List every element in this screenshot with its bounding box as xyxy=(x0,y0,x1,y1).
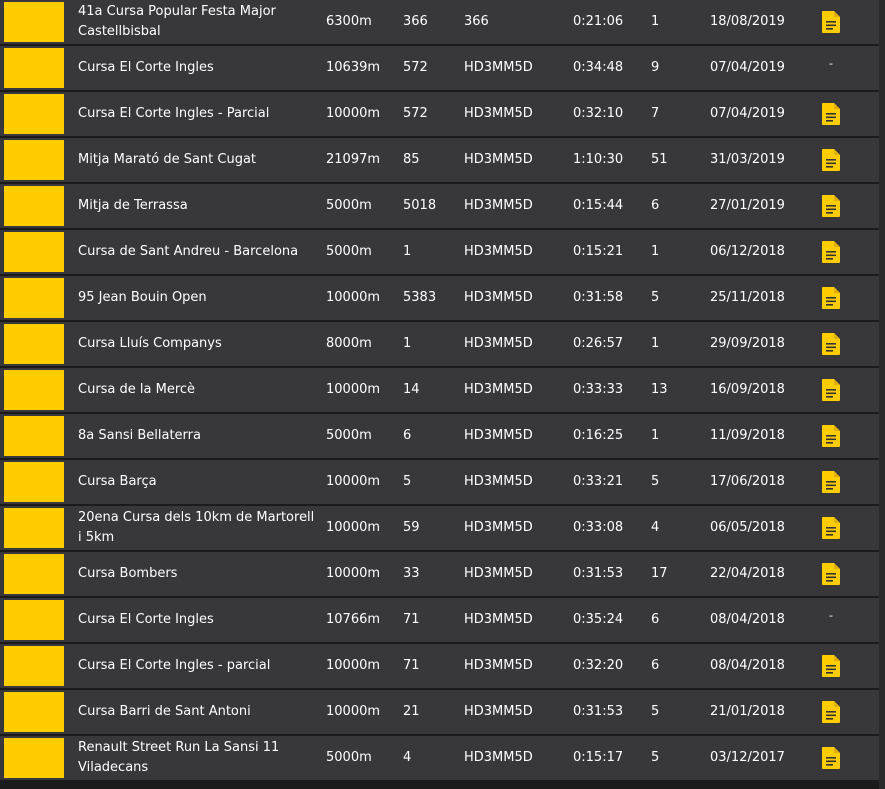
race-distance: 10000m xyxy=(326,290,381,305)
table-row xyxy=(0,368,879,412)
table-row xyxy=(0,46,879,90)
document-icon[interactable] xyxy=(821,332,841,356)
overall-position: 5383 xyxy=(403,290,437,305)
race-date: 03/12/2017 xyxy=(710,750,785,765)
race-distance: 10639m xyxy=(326,60,381,75)
document-cell xyxy=(821,506,841,550)
category-position: 5 xyxy=(651,290,660,305)
category-position: 13 xyxy=(651,382,668,397)
document-cell xyxy=(821,92,841,136)
bib-number: HD3MM5D xyxy=(464,106,533,121)
race-name: Cursa El Corte Ingles xyxy=(78,612,214,627)
bib-number: HD3MM5D xyxy=(464,612,533,627)
race-name: 95 Jean Bouin Open xyxy=(78,290,207,305)
race-thumbnail[interactable] xyxy=(4,186,64,226)
document-icon[interactable] xyxy=(821,746,841,770)
finish-time: 0:15:17 xyxy=(573,750,624,765)
document-cell xyxy=(821,552,841,596)
category-position: 5 xyxy=(651,750,660,765)
overall-position: 14 xyxy=(403,382,420,397)
document-icon[interactable] xyxy=(821,240,841,264)
race-date: 08/04/2018 xyxy=(710,658,785,673)
race-date: 21/01/2018 xyxy=(710,704,785,719)
document-cell xyxy=(821,460,841,504)
race-date: 31/03/2019 xyxy=(710,152,785,167)
race-name: Cursa de Sant Andreu - Barcelona xyxy=(78,244,299,259)
finish-time: 0:15:44 xyxy=(573,198,624,213)
race-name: 8a Sansi Bellaterra xyxy=(78,428,201,443)
bib-number: HD3MM5D xyxy=(464,152,533,167)
bib-number: HD3MM5D xyxy=(464,382,533,397)
bib-number: 366 xyxy=(464,14,489,29)
race-thumbnail[interactable] xyxy=(4,416,64,456)
document-cell xyxy=(821,598,841,642)
finish-time: 0:16:25 xyxy=(573,428,624,443)
race-thumbnail[interactable] xyxy=(4,48,64,88)
document-cell xyxy=(821,736,841,780)
race-name: Cursa El Corte Ingles - Parcial xyxy=(78,106,270,121)
document-cell xyxy=(821,138,841,182)
bib-number: HD3MM5D xyxy=(464,704,533,719)
overall-position: 21 xyxy=(403,704,420,719)
document-icon[interactable] xyxy=(821,378,841,402)
race-name: 20ena Cursa dels 10km de Martorell i 5km xyxy=(78,510,315,545)
race-name: Cursa El Corte Ingles - parcial xyxy=(78,658,271,673)
race-name: Mitja de Terrassa xyxy=(78,198,188,213)
table-row xyxy=(0,184,879,228)
bib-number: HD3MM5D xyxy=(464,244,533,259)
table-row xyxy=(0,138,879,182)
document-icon[interactable] xyxy=(821,286,841,310)
race-name: Renault Street Run La Sansi 11 Viladecans xyxy=(78,740,280,775)
race-thumbnail[interactable] xyxy=(4,2,64,42)
race-distance: 10000m xyxy=(326,106,381,121)
bib-number: HD3MM5D xyxy=(464,198,533,213)
bib-number: HD3MM5D xyxy=(464,566,533,581)
race-date: 29/09/2018 xyxy=(710,336,785,351)
document-icon[interactable] xyxy=(821,700,841,724)
category-position: 1 xyxy=(651,14,660,29)
overall-position: 572 xyxy=(403,60,428,75)
document-icon[interactable] xyxy=(821,516,841,540)
race-name: Cursa Lluís Companys xyxy=(78,336,222,351)
finish-time: 0:34:48 xyxy=(573,60,624,75)
race-distance: 10000m xyxy=(326,658,381,673)
overall-position: 85 xyxy=(403,152,420,167)
document-cell xyxy=(821,368,841,412)
race-thumbnail[interactable] xyxy=(4,554,64,594)
race-distance: 10000m xyxy=(326,566,381,581)
overall-position: 71 xyxy=(403,612,420,627)
document-cell xyxy=(821,276,841,320)
finish-time: 0:32:20 xyxy=(573,658,624,673)
race-thumbnail[interactable] xyxy=(4,232,64,272)
table-row xyxy=(0,322,879,366)
finish-time: 0:33:21 xyxy=(573,474,624,489)
finish-time: 0:32:10 xyxy=(573,106,624,121)
category-position: 1 xyxy=(651,244,660,259)
table-row xyxy=(0,230,879,274)
race-date: 22/04/2018 xyxy=(710,566,785,581)
overall-position: 33 xyxy=(403,566,420,581)
overall-position: 59 xyxy=(403,520,420,535)
overall-position: 1 xyxy=(403,244,412,259)
table-row xyxy=(0,460,879,504)
table-row xyxy=(0,690,879,734)
document-icon[interactable] xyxy=(821,10,841,34)
bib-number: HD3MM5D xyxy=(464,336,533,351)
race-name: Cursa Barri de Sant Antoni xyxy=(78,704,251,719)
category-position: 6 xyxy=(651,658,660,673)
race-date: 06/05/2018 xyxy=(710,520,785,535)
document-cell xyxy=(821,46,841,90)
document-icon[interactable] xyxy=(821,102,841,126)
race-distance: 10000m xyxy=(326,704,381,719)
race-distance: 10000m xyxy=(326,520,381,535)
race-name: Cursa de la Mercè xyxy=(78,382,196,397)
overall-position: 1 xyxy=(403,336,412,351)
bib-number: HD3MM5D xyxy=(464,750,533,765)
race-date: 11/09/2018 xyxy=(710,428,785,443)
race-distance: 10766m xyxy=(326,612,381,627)
race-name: Cursa Barça xyxy=(78,474,157,489)
document-cell xyxy=(821,690,841,734)
overall-position: 5018 xyxy=(403,198,437,213)
bib-number: HD3MM5D xyxy=(464,474,533,489)
bib-number: HD3MM5D xyxy=(464,520,533,535)
overall-position: 366 xyxy=(403,14,428,29)
race-thumbnail[interactable] xyxy=(4,508,64,548)
document-icon[interactable] xyxy=(821,562,841,586)
race-date: 16/09/2018 xyxy=(710,382,785,397)
race-thumbnail[interactable] xyxy=(4,94,64,134)
finish-time: 0:21:06 xyxy=(573,14,624,29)
race-thumbnail[interactable] xyxy=(4,370,64,410)
race-distance: 10000m xyxy=(326,474,381,489)
category-position: 1 xyxy=(651,428,660,443)
race-date: 27/01/2019 xyxy=(710,198,785,213)
race-distance: 10000m xyxy=(326,382,381,397)
scrollbar-track[interactable] xyxy=(879,0,885,789)
document-cell xyxy=(821,184,841,228)
overall-position: 4 xyxy=(403,750,412,765)
no-document-dash: - xyxy=(829,608,833,622)
document-icon[interactable] xyxy=(821,424,841,448)
race-thumbnail[interactable] xyxy=(4,324,64,364)
finish-time: 0:33:08 xyxy=(573,520,624,535)
race-date: 25/11/2018 xyxy=(710,290,785,305)
race-distance: 8000m xyxy=(326,336,372,351)
table-row xyxy=(0,0,879,44)
finish-time: 0:31:53 xyxy=(573,704,624,719)
race-thumbnail[interactable] xyxy=(4,646,64,686)
document-icon[interactable] xyxy=(821,194,841,218)
race-name: Mitja Marató de Sant Cugat xyxy=(78,152,257,167)
table-row xyxy=(0,644,879,688)
document-icon[interactable] xyxy=(821,148,841,172)
bib-number: HD3MM5D xyxy=(464,428,533,443)
finish-time: 0:31:53 xyxy=(573,566,624,581)
table-row xyxy=(0,506,879,550)
race-name: Cursa Bombers xyxy=(78,566,178,581)
race-thumbnail[interactable] xyxy=(4,600,64,640)
finish-time: 0:15:21 xyxy=(573,244,624,259)
race-date: 17/06/2018 xyxy=(710,474,785,489)
category-position: 5 xyxy=(651,474,660,489)
bib-number: HD3MM5D xyxy=(464,658,533,673)
category-position: 17 xyxy=(651,566,668,581)
document-icon[interactable] xyxy=(821,654,841,678)
race-distance: 5000m xyxy=(326,750,372,765)
race-name: 41a Cursa Popular Festa Major Castellbisbal xyxy=(78,4,276,39)
document-cell xyxy=(821,322,841,366)
overall-position: 71 xyxy=(403,658,420,673)
finish-time: 0:33:33 xyxy=(573,382,624,397)
finish-time: 0:35:24 xyxy=(573,612,624,627)
race-date: 07/04/2019 xyxy=(710,106,785,121)
race-thumbnail[interactable] xyxy=(4,140,64,180)
table-row xyxy=(0,414,879,458)
document-cell xyxy=(821,644,841,688)
document-icon[interactable] xyxy=(821,470,841,494)
document-cell xyxy=(821,414,841,458)
finish-time: 0:31:58 xyxy=(573,290,624,305)
table-row xyxy=(0,92,879,136)
race-thumbnail[interactable] xyxy=(4,278,64,318)
race-distance: 5000m xyxy=(326,244,372,259)
category-position: 6 xyxy=(651,612,660,627)
bib-number: HD3MM5D xyxy=(464,290,533,305)
table-row xyxy=(0,552,879,596)
overall-position: 6 xyxy=(403,428,412,443)
race-distance: 5000m xyxy=(326,428,372,443)
race-date: 06/12/2018 xyxy=(710,244,785,259)
category-position: 7 xyxy=(651,106,660,121)
category-position: 51 xyxy=(651,152,668,167)
table-row xyxy=(0,276,879,320)
race-distance: 6300m xyxy=(326,14,372,29)
no-document-dash: - xyxy=(829,56,833,70)
table-row xyxy=(0,598,879,642)
race-date: 08/04/2018 xyxy=(710,612,785,627)
finish-time: 1:10:30 xyxy=(573,152,624,167)
category-position: 1 xyxy=(651,336,660,351)
bib-number: HD3MM5D xyxy=(464,60,533,75)
category-position: 9 xyxy=(651,60,660,75)
category-position: 6 xyxy=(651,198,660,213)
overall-position: 572 xyxy=(403,106,428,121)
race-distance: 5000m xyxy=(326,198,372,213)
category-position: 5 xyxy=(651,704,660,719)
finish-time: 0:26:57 xyxy=(573,336,624,351)
race-thumbnail[interactable] xyxy=(4,738,64,778)
race-thumbnail[interactable] xyxy=(4,462,64,502)
race-distance: 21097m xyxy=(326,152,381,167)
document-cell xyxy=(821,0,841,44)
overall-position: 5 xyxy=(403,474,412,489)
document-cell xyxy=(821,230,841,274)
race-name: Cursa El Corte Ingles xyxy=(78,60,214,75)
race-thumbnail[interactable] xyxy=(4,692,64,732)
race-date: 07/04/2019 xyxy=(710,60,785,75)
category-position: 4 xyxy=(651,520,660,535)
race-date: 18/08/2019 xyxy=(710,14,785,29)
table-row xyxy=(0,736,879,780)
